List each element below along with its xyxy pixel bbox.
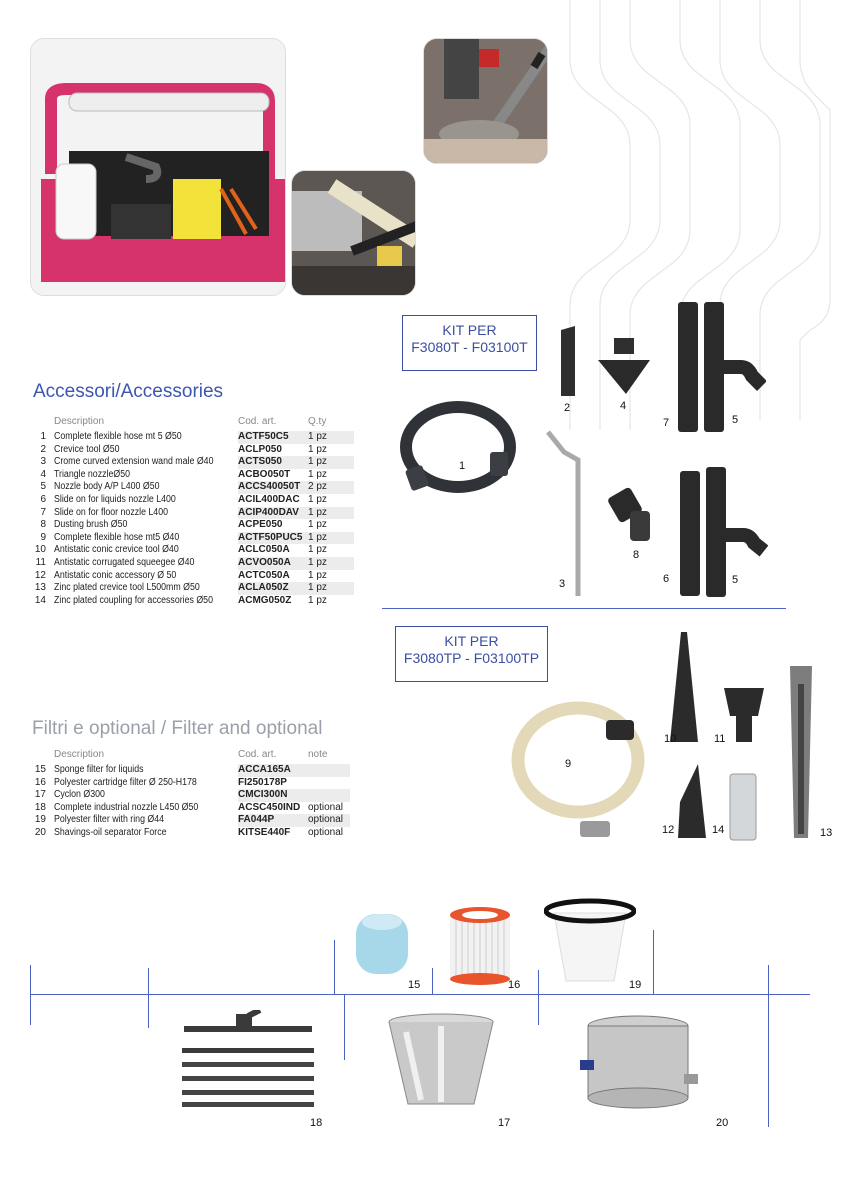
kit-box-f3080tp [395, 626, 548, 682]
bottom-divider [30, 994, 810, 995]
table-row [32, 481, 354, 494]
item-number-19: 19 [629, 979, 642, 991]
item-number: 15 [34, 764, 46, 775]
item-quantity: 1 pz [308, 456, 354, 469]
vertical-rule [432, 968, 433, 995]
item-code: ACPE050 [238, 519, 283, 531]
item-description: Complete flexible hose mt 5 Ø50 [54, 431, 182, 442]
item-quantity: 1 pz [308, 557, 354, 570]
kit-label: KIT PER [444, 633, 499, 649]
item-number-10: 10 [664, 733, 677, 745]
conic-crevice-tool-image [664, 630, 704, 745]
item-number-16: 16 [508, 979, 521, 991]
item-description: Slide on for floor nozzle L400 [54, 506, 168, 518]
section-divider [382, 608, 786, 609]
header-description: Description [54, 416, 105, 427]
item-code: ACIP400DAV [238, 507, 308, 520]
item-code: ACTF50C5 [238, 431, 308, 444]
item-code: CMCI300N [238, 789, 308, 802]
sponge-filter-image [354, 910, 410, 978]
table-row [32, 777, 350, 790]
vertical-rule [653, 930, 654, 995]
corrugated-squeegee-image [722, 686, 766, 744]
item-number-4: 4 [620, 400, 627, 412]
item-number-20: 20 [716, 1117, 729, 1129]
cartridge-filter-image [446, 905, 514, 987]
item-quantity: 1 pz [308, 519, 327, 531]
item-code: ACIL400DAC [238, 493, 300, 505]
header-note: note [308, 749, 328, 760]
item-description: Polyester cartridge filter Ø 250-H178 [54, 776, 197, 788]
item-code: FI250178P [238, 776, 287, 788]
item-description: Complete industrial nozzle L450 Ø50 [54, 801, 199, 813]
kit-models: F3080T - F03100T [411, 339, 528, 355]
item-description: Triangle nozzleØ50 [54, 468, 130, 480]
item-number-5: 5 [732, 414, 739, 426]
item-code: ACTS050 [238, 456, 308, 469]
item-note: optional [308, 826, 344, 838]
item-note: optional [308, 801, 344, 813]
item-code: ACBO050T [238, 468, 291, 480]
item-note [308, 789, 350, 802]
item-quantity: 1 pz [308, 569, 327, 581]
item-number: 11 [35, 556, 46, 568]
item-code: KITSE440F [238, 826, 291, 838]
table-row [32, 532, 354, 545]
item-quantity: 1 pz [308, 431, 354, 444]
table-row [32, 456, 354, 469]
table-row [32, 557, 354, 570]
vertical-rule [30, 965, 31, 1025]
liquid-nozzle-image [678, 465, 768, 600]
item-number-11: 11 [714, 733, 726, 745]
item-note [308, 764, 350, 777]
item-code: ACTC050A [238, 569, 290, 581]
item-number: 17 [34, 789, 46, 801]
item-number: 8 [40, 519, 46, 531]
item-description: Shavings-oil separator Force [54, 826, 167, 838]
table-row [32, 444, 354, 457]
item-number: 10 [34, 544, 46, 556]
curved-wand-image [544, 430, 584, 598]
item-number-1: 1 [459, 460, 466, 472]
item-description: Polyester filter with ring Ø44 [54, 814, 165, 826]
item-number: 7 [40, 506, 46, 518]
item-number-17: 17 [498, 1117, 511, 1129]
item-quantity: 1 pz [308, 594, 327, 606]
item-code: ACLC050A [238, 544, 290, 556]
table-row [32, 582, 354, 595]
vertical-rule [538, 970, 539, 1025]
zinc-crevice-tool-image [788, 664, 814, 840]
cyclon-image [386, 1012, 496, 1112]
vertical-rule [344, 995, 345, 1060]
item-quantity: 1 pz [308, 532, 354, 545]
item-number: 19 [34, 814, 46, 826]
spiral-hose-image [508, 695, 658, 843]
item-number-18: 18 [310, 1117, 323, 1129]
header-description: Description [54, 749, 105, 760]
table-row [32, 570, 354, 583]
crevice-tool-image [557, 326, 579, 398]
item-description: Sponge filter for liquids [54, 764, 144, 775]
item-description: Cyclon Ø300 [54, 789, 105, 801]
table-row [32, 507, 354, 520]
item-code: ACLA050Z [238, 582, 308, 595]
item-number-8: 8 [633, 549, 640, 561]
vertical-rule [768, 965, 769, 1127]
item-number-7: 7 [663, 417, 670, 429]
item-number-13: 13 [820, 827, 833, 839]
engine-cleaning-photo [291, 170, 416, 296]
item-number: 16 [34, 776, 46, 788]
kit-models: F3080TP - F03100TP [403, 650, 540, 666]
item-code: ACSC450IND [238, 801, 301, 813]
item-number-5: 5 [732, 574, 739, 586]
item-description: Zinc plated crevice tool L500mm Ø50 [54, 582, 200, 594]
item-number: 14 [34, 594, 46, 606]
item-number: 9 [40, 531, 46, 543]
item-number-9: 9 [565, 758, 572, 770]
item-quantity: 2 pz [308, 481, 354, 494]
table-row [32, 469, 354, 482]
item-code: ACLP050 [238, 443, 282, 455]
item-quantity: 1 pz [308, 507, 354, 520]
item-code: ACCA165A [238, 764, 308, 777]
kit-label: KIT PER [442, 322, 497, 338]
table-row [32, 789, 350, 802]
item-quantity: 1 pz [308, 468, 327, 480]
item-description: Dusting brush Ø50 [54, 519, 128, 531]
item-code: ACVO050A [238, 557, 308, 570]
shavings-separator-image [580, 1014, 700, 1114]
table-row [32, 519, 354, 532]
item-description: Complete flexible hose mt5 Ø40 [54, 531, 180, 543]
item-note: optional [308, 814, 350, 827]
filters-title: Filtri e optional / Filter and optional [32, 718, 323, 739]
kit-box-f3080t [402, 315, 537, 371]
table-row [32, 431, 354, 444]
item-number-14: 14 [712, 824, 725, 836]
item-number: 3 [40, 456, 46, 468]
item-quantity: 1 pz [308, 443, 327, 455]
item-number-6: 6 [663, 573, 670, 585]
polyester-filter-ring-image [544, 895, 636, 987]
flexible-hose-image [398, 392, 518, 502]
table-header-row [32, 749, 350, 764]
item-code: ACMG050Z [238, 594, 292, 606]
item-note [308, 777, 350, 790]
item-description: Antistatic conic accessory Ø 50 [54, 569, 177, 581]
item-number: 5 [40, 481, 46, 493]
table-header-row [32, 416, 354, 431]
item-number: 4 [40, 468, 46, 480]
accessories-table [32, 416, 354, 607]
item-code: FA044P [238, 814, 308, 827]
item-quantity: 1 pz [308, 582, 354, 595]
toolbox-photo [30, 38, 286, 296]
item-number-3: 3 [559, 578, 566, 590]
table-row [32, 544, 354, 557]
item-description: Crevice tool Ø50 [54, 443, 120, 455]
item-code: ACTF50PUC5 [238, 532, 308, 545]
industrial-nozzle-image [178, 1010, 318, 1110]
item-description: Antistatic conic crevice tool Ø40 [54, 544, 179, 556]
item-number-15: 15 [408, 979, 421, 991]
item-number: 1 [40, 431, 46, 442]
item-number: 6 [40, 493, 46, 505]
item-description: Zinc plated coupling for accessories Ø50 [54, 594, 213, 606]
vertical-rule [148, 968, 149, 1028]
item-number-2: 2 [564, 402, 571, 414]
table-row [32, 827, 350, 840]
item-number: 20 [34, 826, 46, 838]
dusting-brush-image [608, 487, 656, 545]
item-description: Nozzle body A/P L400 Ø50 [54, 481, 160, 493]
drill-press-photo [423, 38, 548, 164]
table-row [32, 595, 354, 608]
item-description: Antistatic corrugated squeegee Ø40 [54, 556, 195, 568]
item-number: 18 [34, 801, 46, 813]
item-quantity: 1 pz [308, 544, 327, 556]
item-description: Crome curved extension wand male Ø40 [54, 456, 214, 468]
item-number-12: 12 [662, 824, 675, 836]
zinc-coupling-image [728, 772, 758, 842]
item-number: 12 [34, 569, 46, 581]
item-number: 13 [34, 582, 46, 594]
item-description: Slide on for liquids nozzle L400 [54, 493, 176, 505]
table-row [32, 814, 350, 827]
conic-accessory-image [674, 762, 710, 840]
accessories-title: Accessori/Accessories [33, 381, 224, 402]
table-row [32, 802, 350, 815]
item-quantity: 1 pz [308, 493, 327, 505]
floor-nozzle-image [676, 300, 766, 435]
header-code: Cod. art. [238, 749, 277, 760]
triangle-nozzle-image [594, 338, 654, 398]
header-qty: Q.ty [308, 416, 327, 427]
vertical-rule [334, 940, 335, 995]
header-code: Cod. art. [238, 416, 277, 427]
item-number: 2 [40, 443, 46, 455]
item-code: ACCS40050T [238, 481, 308, 494]
table-row [32, 764, 350, 777]
filters-table [32, 749, 350, 840]
table-row [32, 494, 354, 507]
